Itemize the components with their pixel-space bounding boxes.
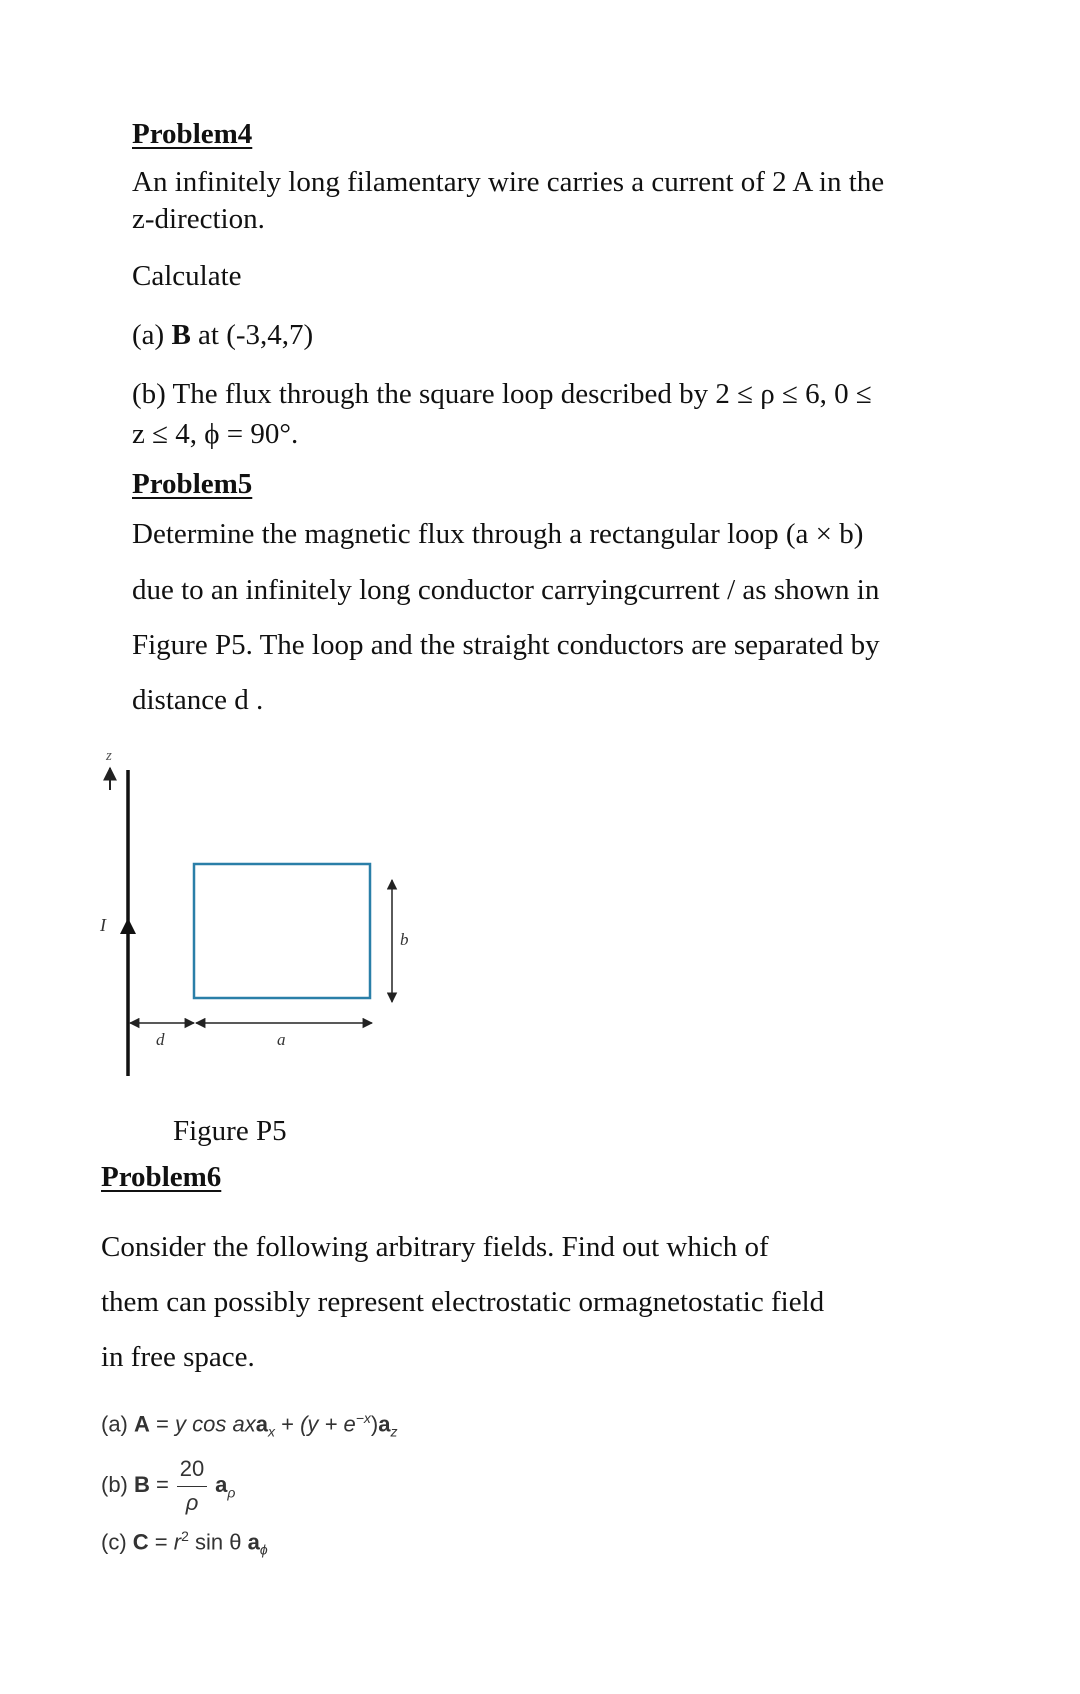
problem4-part-a (132, 319, 313, 352)
eq-b-fraction (175, 1456, 209, 1516)
eq-a-plus: + (281, 1411, 294, 1437)
part-a-rest: at (-3,4,7) (190, 319, 314, 351)
problem4-statement-line1: An infinitely long filamentary wire carries a current of 2 A in the (132, 166, 885, 198)
current-label: I (100, 915, 106, 935)
eq-b-unit: a (215, 1472, 228, 1497)
eq-b-label: (b) (101, 1472, 128, 1497)
problem4-part-b-line1: (b) The flux through the square loop described by 2 ≤ ρ ≤ 6, 0 ≤ (132, 378, 872, 410)
z-axis-label: z (106, 748, 112, 764)
eq-c-r: r (173, 1529, 182, 1555)
eq-a-sub1: x (267, 1423, 275, 1440)
eq-a-close: ) (370, 1411, 379, 1437)
a-dimension-label: a (277, 1030, 286, 1049)
problem6-title: Problem6 (101, 1161, 222, 1193)
equation-a (101, 1410, 397, 1440)
eq-c-label: (c) (101, 1529, 127, 1555)
figure-p5-diagram (90, 740, 430, 1090)
eq-a-term1: y cos ax (175, 1411, 256, 1437)
problem5-line1: Determine the magnetic flux through a rectangular loop (a × b) (132, 518, 864, 550)
eq-a-unit2: a (378, 1411, 391, 1437)
b-dimension-label: b (400, 930, 409, 949)
problem6-line1: Consider the following arbitrary fields. Find out which of (101, 1231, 769, 1263)
eq-a-var: A (134, 1411, 150, 1437)
part-a-prefix: (a) (132, 319, 172, 351)
problem4-statement-line2: z-direction. (132, 203, 265, 235)
eq-b-equals: = (156, 1472, 169, 1497)
eq-c-unit: a (247, 1529, 260, 1555)
rectangular-loop (194, 864, 370, 998)
problem4-part-b-line2: z ≤ 4, ϕ = 90°. (132, 418, 299, 450)
eq-c-var: C (132, 1529, 149, 1555)
eq-a-label: (a) (101, 1411, 128, 1437)
problem5-line4: distance d . (132, 684, 264, 716)
eq-a-equals: = (156, 1411, 169, 1437)
eq-c-equals: = (154, 1529, 168, 1555)
eq-a-sub2: z (390, 1423, 398, 1440)
eq-a-unit1: a (255, 1411, 268, 1437)
problem4-calculate: Calculate (132, 260, 242, 292)
eq-c-sup: 2 (181, 1528, 189, 1544)
eq-b-var: B (134, 1472, 150, 1497)
eq-b-sub: ρ (227, 1484, 236, 1501)
eq-b-denominator: ρ (185, 1490, 199, 1516)
problem4-title: Problem4 (132, 118, 253, 150)
figure-caption: Figure P5 (173, 1115, 287, 1147)
problem5-title: Problem5 (132, 468, 253, 500)
problem5-line3: Figure P5. The loop and the straight conductors are separated by (132, 629, 880, 661)
current-direction-arrow (120, 918, 136, 934)
eq-c-term: sin θ (195, 1529, 242, 1555)
eq-a-sup2: −x (355, 1410, 371, 1426)
eq-b-fraction-bar (177, 1486, 207, 1487)
problem6-line3: in free space. (101, 1341, 255, 1373)
eq-a-term2: (y + e (300, 1411, 356, 1437)
problem6-line2: them can possibly represent electrostatic ormagnetostatic field (101, 1286, 825, 1318)
eq-b-numerator: 20 (179, 1456, 205, 1482)
d-dimension-label: d (156, 1030, 165, 1049)
eq-c-sub: ϕ (259, 1541, 268, 1558)
part-a-field-symbol: B (171, 319, 191, 351)
equation-b (101, 1455, 235, 1522)
equation-c (101, 1528, 268, 1558)
problem5-line2: due to an infinitely long conductor carryingcurrent / as shown in (132, 574, 880, 606)
